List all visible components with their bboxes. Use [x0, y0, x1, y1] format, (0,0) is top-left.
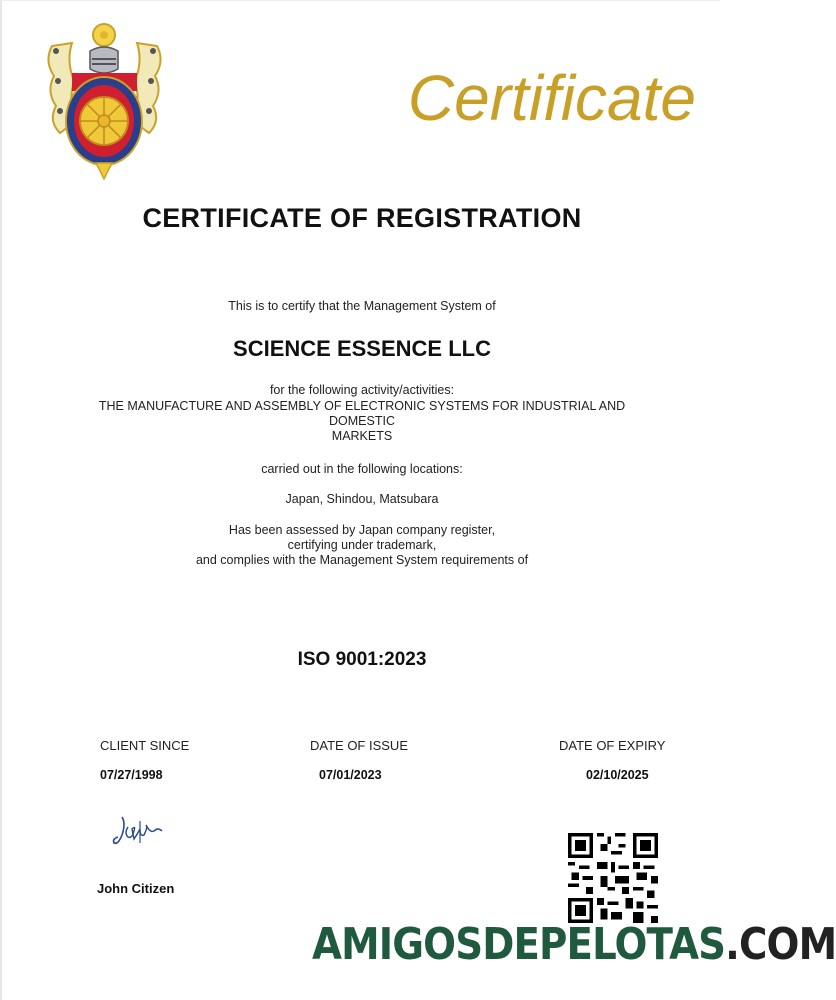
- activity-line: DOMESTIC: [329, 414, 395, 428]
- activity-line: THE MANUFACTURE AND ASSEMBLY OF ELECTRONIC SYSTEMS FOR INDUSTRIAL AND: [98, 399, 626, 413]
- client-since-value: 07/27/1998: [100, 768, 163, 782]
- assessment-line: and complies with the Management System requirements of: [195, 553, 529, 567]
- issue-date-value: 07/01/2023: [319, 768, 382, 782]
- expiry-date-value: 02/10/2025: [586, 768, 649, 782]
- locations: Japan, Shindou, Matsubara: [285, 492, 439, 506]
- assessment-line: Has been assessed by Japan company register,: [228, 523, 496, 537]
- activity-description: [2, 399, 722, 444]
- expiry-date-label: DATE OF EXPIRY: [559, 738, 666, 753]
- client-since-label: CLIENT SINCE: [100, 738, 190, 753]
- qr-code-icon[interactable]: [568, 833, 658, 923]
- watermark: [312, 919, 836, 970]
- iso-standard: ISO 9001:2023: [297, 649, 427, 670]
- locations-intro: carried out in the following locations:: [261, 462, 463, 476]
- activity-line: MARKETS: [331, 429, 393, 443]
- activity-intro: for the following activity/activities:: [269, 383, 455, 397]
- company-name: SCIENCE ESSENCE LLC: [233, 336, 491, 361]
- watermark-domain: .COM: [725, 919, 836, 970]
- brand-title: Certificate: [407, 62, 696, 134]
- issue-date-label: DATE OF ISSUE: [310, 738, 408, 753]
- assessment-statement: [2, 523, 722, 568]
- coat-of-arms-icon: [42, 21, 167, 181]
- signature-icon: [110, 813, 170, 853]
- signatory-name: John Citizen: [97, 881, 175, 896]
- certificate-title: CERTIFICATE OF REGISTRATION: [142, 203, 582, 233]
- assessment-line: certifying under trademark,: [287, 538, 437, 552]
- watermark-name: AMIGOSDEPELOTAS: [312, 919, 726, 970]
- certify-statement: This is to certify that the Management System of: [228, 299, 496, 313]
